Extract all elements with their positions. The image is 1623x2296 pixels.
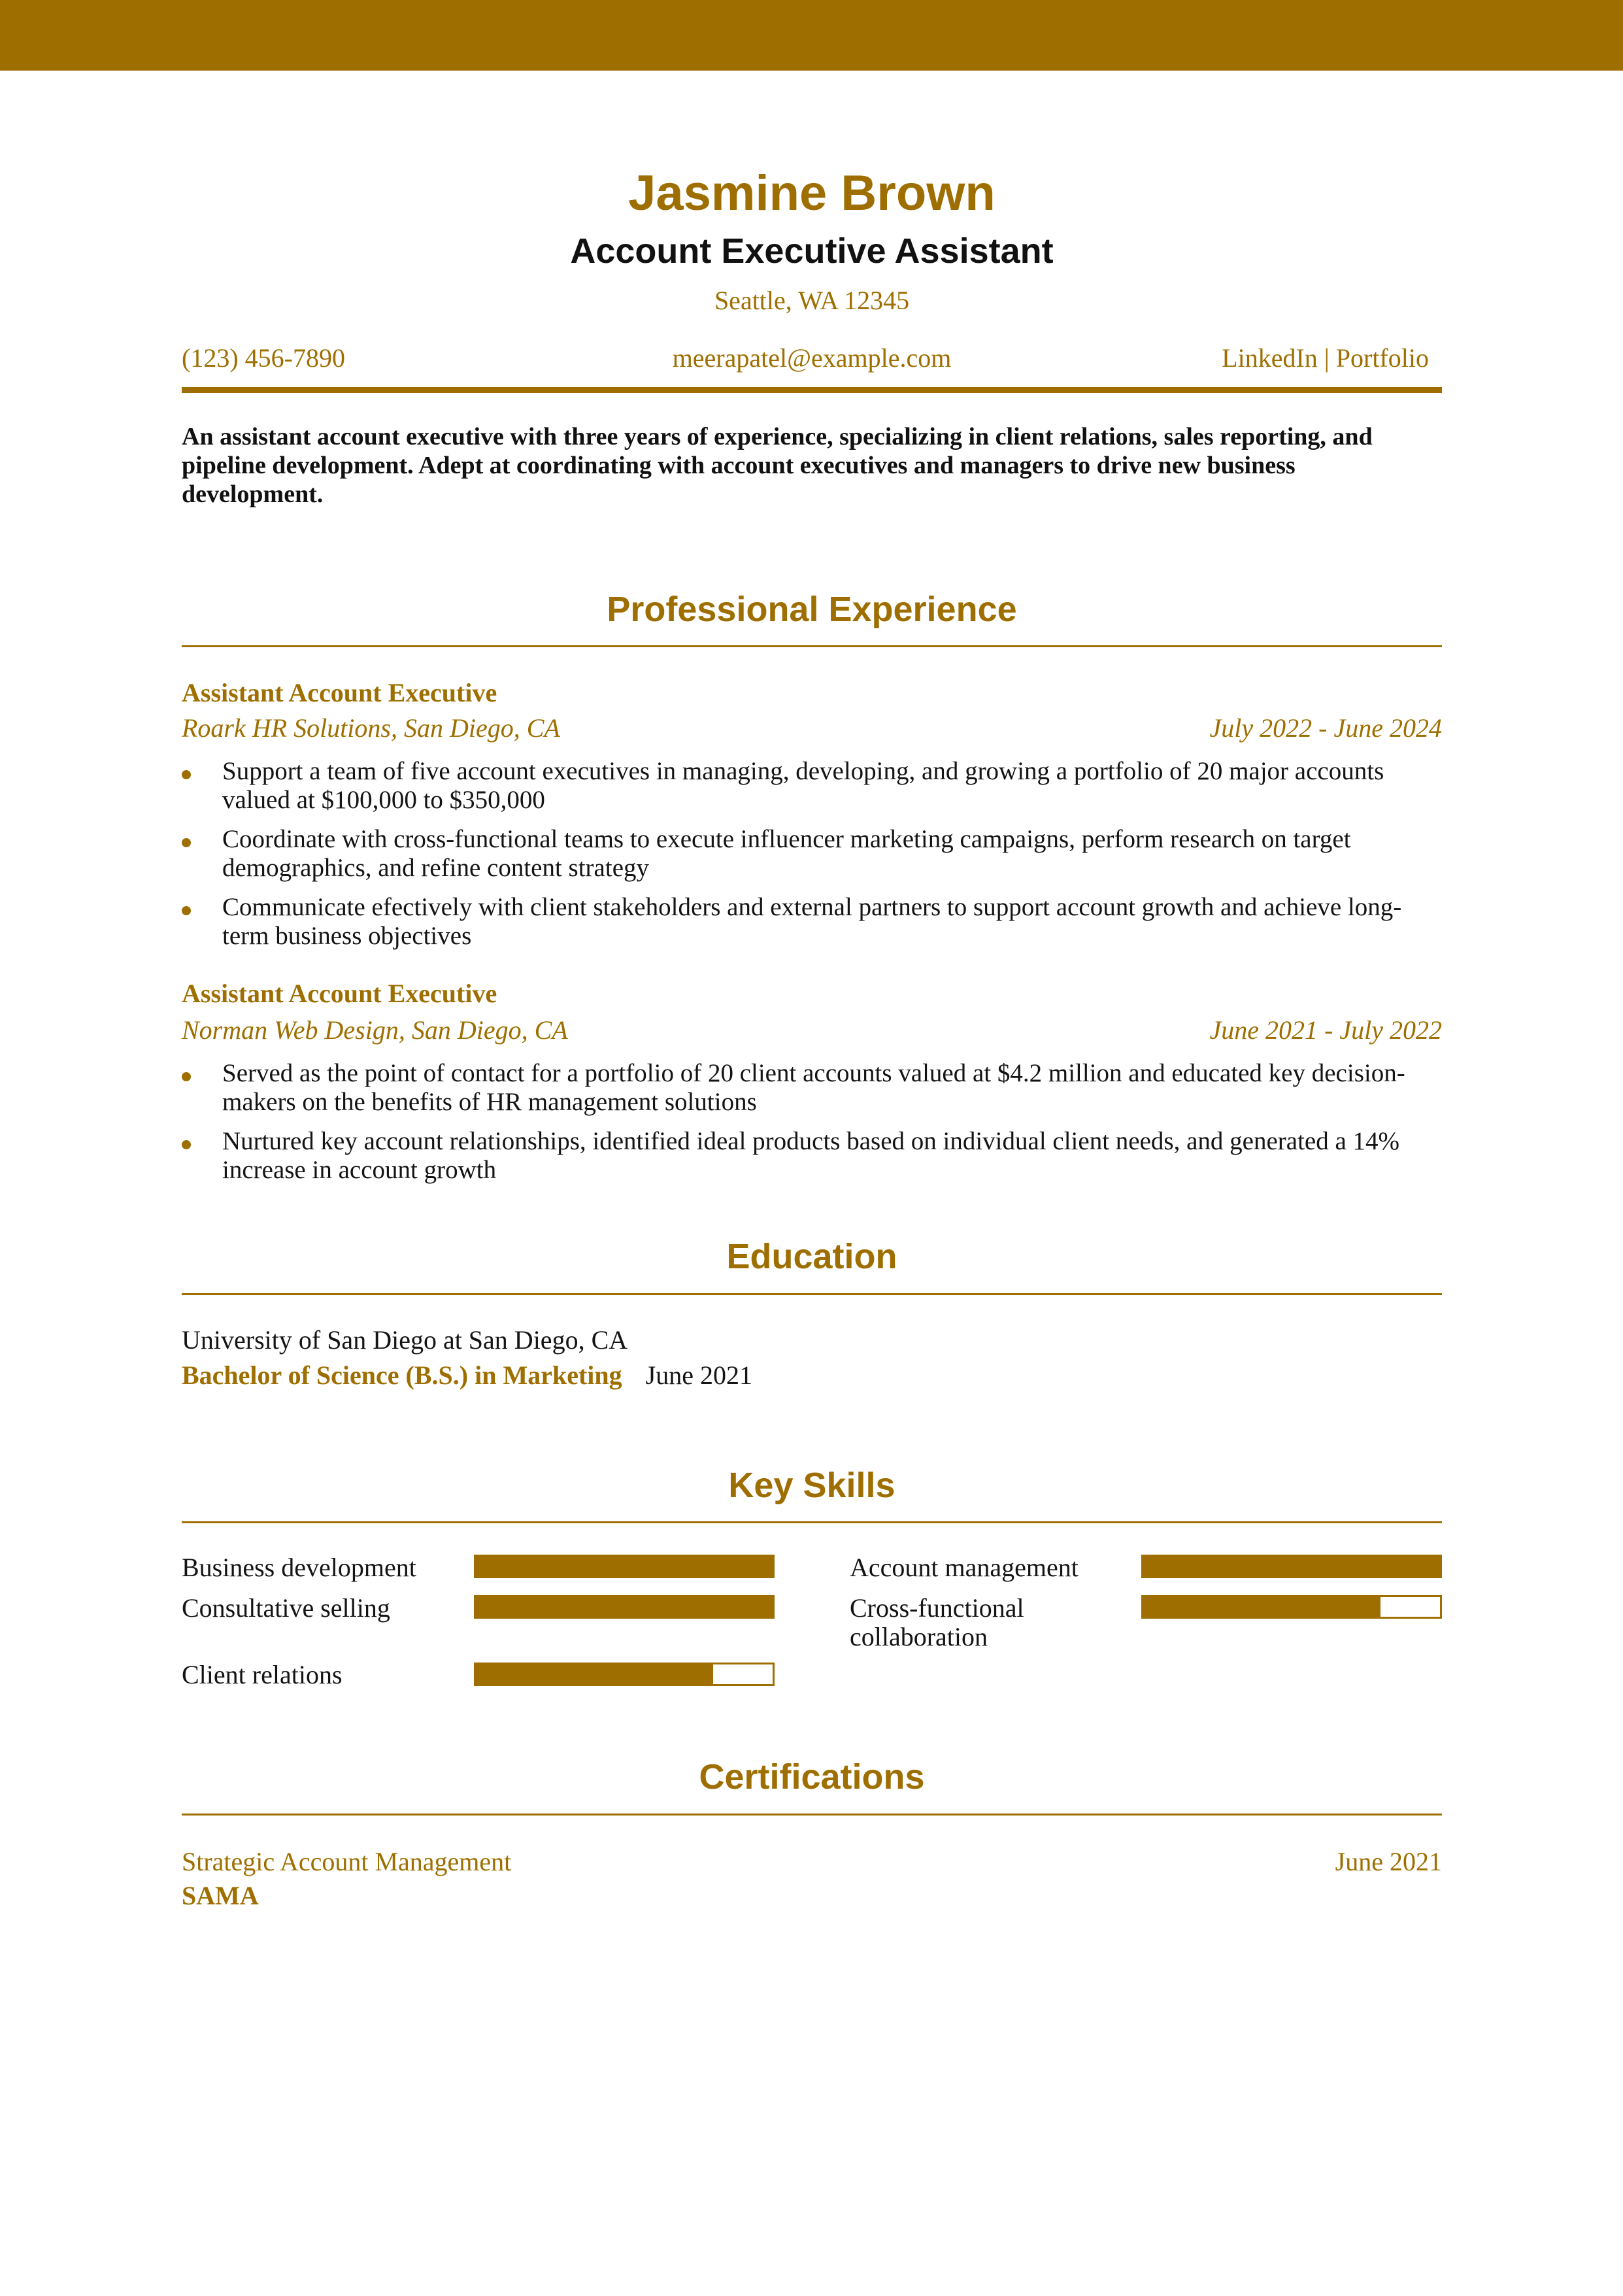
degree: Bachelor of Science (B.S.) in Marketing (182, 1360, 622, 1390)
school-name: University of San Diego at San Diego, CA (182, 1325, 628, 1355)
bullet-dot (182, 838, 191, 847)
skill-bar-fill (476, 1557, 773, 1576)
candidate-name: Jasmine Brown (628, 165, 996, 221)
candidate-title: Account Executive Assistant (570, 231, 1054, 271)
skill-bar-fill (1143, 1597, 1380, 1617)
phone: (123) 456-7890 (182, 343, 345, 373)
skill-bar (1141, 1555, 1442, 1578)
list-item (182, 1059, 1442, 1117)
skill-label: Account management (850, 1553, 1079, 1582)
skill-bar (474, 1595, 775, 1619)
certifications-heading: Certifications (699, 1757, 925, 1797)
skill-bar (1141, 1595, 1442, 1619)
job-dates: June 2021 - July 2022 (1209, 1015, 1442, 1045)
list-item (182, 893, 1442, 951)
list-item (182, 757, 1442, 815)
job-company: Norman Web Design, San Diego, CA (182, 1015, 568, 1045)
skill-label: Cross-functional collaboration (850, 1593, 1024, 1651)
job-bullets (182, 1059, 1442, 1195)
certification-name: Strategic Account Management (182, 1847, 512, 1876)
experience-heading: Professional Experience (607, 590, 1017, 629)
skill-bar-fill (476, 1597, 773, 1617)
top-accent-bar (0, 0, 1623, 71)
job-role: Assistant Account Executive (182, 678, 497, 707)
list-item (182, 825, 1442, 883)
job-company: Roark HR Solutions, San Diego, CA (182, 713, 560, 743)
skill-bar-fill (1143, 1557, 1440, 1576)
bullet-text: Communicate efectively with client stakeholders and external partners to support account growth and achieve long-term business objectives (222, 893, 1402, 950)
email: meerapatel@example.com (672, 343, 952, 373)
skill-label: Business development (182, 1553, 416, 1582)
degree-line (182, 1360, 752, 1391)
skill-bar-fill (476, 1664, 713, 1684)
experience-divider (182, 645, 1442, 647)
bullet-dot (182, 1072, 191, 1081)
education-divider (182, 1293, 1442, 1295)
location: Seattle, WA 12345 (714, 286, 910, 315)
list-item (182, 1127, 1442, 1185)
skills-divider (182, 1521, 1442, 1523)
summary: An assistant account executive with three years of experience, specializing in client relations, sales reporting, and pipeline development. Adept at coordinating with account executives and managers to drive new business development. (182, 423, 1373, 508)
certifications-divider (182, 1814, 1442, 1815)
bullet-dot (182, 770, 191, 779)
skill-label: Consultative selling (182, 1593, 390, 1623)
bullet-text: Coordinate with cross-functional teams to execute influencer marketing campaigns, perform research on target demographics, and refine content strategy (222, 825, 1351, 882)
certification-date: June 2021 (1335, 1847, 1442, 1876)
bullet-text: Served as the point of contact for a portfolio of 20 client accounts valued at $4.2 million and educated key decision-makers on the benefits of HR management solutions (222, 1059, 1405, 1116)
bullet-text: Support a team of five account executives in managing, developing, and growing a portfolio of 20 major accounts valued at $100,000 to $350,000 (222, 757, 1384, 814)
bullet-dot (182, 1140, 191, 1149)
skill-label: Client relations (182, 1660, 343, 1689)
job-role: Assistant Account Executive (182, 979, 497, 1008)
profile-links[interactable]: LinkedIn | Portfolio (1222, 343, 1429, 373)
job-dates: July 2022 - June 2024 (1209, 713, 1442, 743)
skill-bar (474, 1663, 775, 1686)
job-bullets (182, 757, 1442, 961)
graduation-date: June 2021 (645, 1360, 752, 1390)
skill-bar (474, 1555, 775, 1578)
education-heading: Education (726, 1237, 897, 1276)
bullet-text: Nurtured key account relationships, identified ideal products based on individual client needs, and generated a 14% increase in account growth (222, 1127, 1400, 1184)
certification-issuer: SAMA (182, 1881, 259, 1910)
skills-heading: Key Skills (728, 1466, 895, 1505)
bullet-dot (182, 906, 191, 915)
header-divider (182, 387, 1442, 393)
